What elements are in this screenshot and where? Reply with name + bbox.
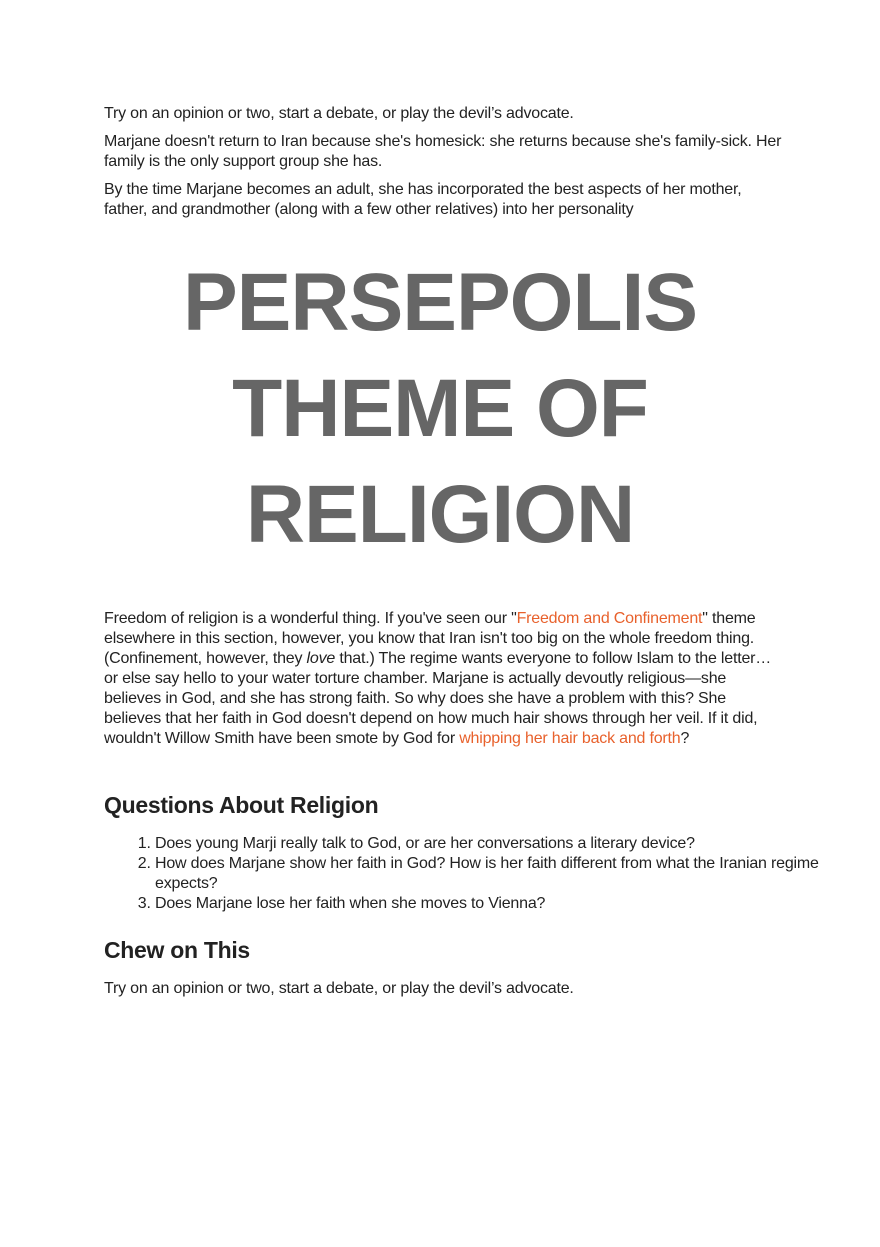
list-item: 3. Does Marjane lose her faith when she moves to Vienna?: [155, 894, 835, 914]
body-paragraph: [104, 609, 784, 749]
title-line: THEME OF: [232, 363, 648, 454]
intro-paragraph: Marjane doesn't return to Iran because she's homesick: she returns because she's family-sick. Her family is the only support group she has.: [104, 133, 782, 170]
intro-section: [104, 104, 784, 228]
freedom-confinement-link[interactable]: Freedom and Confinement: [516, 610, 703, 627]
text: " theme elsewhere in this section, however, you know that Iran isn't too big on the whole freedom thing. (Confinement, however, they: [104, 610, 756, 667]
chew-heading: Chew on This: [104, 937, 250, 963]
intro-paragraph: By the time Marjane becomes an adult, she has incorporated the best aspects of her mother, father, and grandmother (along with a few other relatives) into her personality: [104, 181, 742, 218]
whipping-hair-link[interactable]: whipping her hair back and forth: [459, 730, 681, 747]
questions-list: [104, 834, 835, 914]
page-title: [0, 250, 880, 568]
title-line: PERSEPOLIS: [182, 257, 698, 348]
text: that.) The regime wants everyone to follow Islam to the letter… or else say hello to your water torture chamber. Marjane is actually devoutly religious—she believes in God, and she has strong faith. So why does she have a problem with this? She believes that her faith in God doesn't depend on how much hair shows through her veil. If it did, wouldn't Willow Smith have been smote by God for: [104, 650, 772, 747]
emphasis: love: [306, 650, 336, 667]
list-item: 1. Does young Marji really talk to God, or are her conversations a literary device?: [155, 834, 835, 854]
intro-paragraph: Try on an opinion or two, start a debate, or play the devil’s advocate.: [104, 105, 574, 122]
chew-text: Try on an opinion or two, start a debate, or play the devil’s advocate.: [104, 980, 574, 997]
list-item: 2. How does Marjane show her faith in God? How is her faith different from what the Iranian regime expects?: [155, 854, 835, 894]
text: Freedom of religion is a wonderful thing. If you've seen our ": [104, 610, 517, 627]
questions-heading: Questions About Religion: [104, 792, 379, 818]
title-line: RELIGION: [245, 469, 635, 560]
text: ?: [680, 730, 690, 747]
